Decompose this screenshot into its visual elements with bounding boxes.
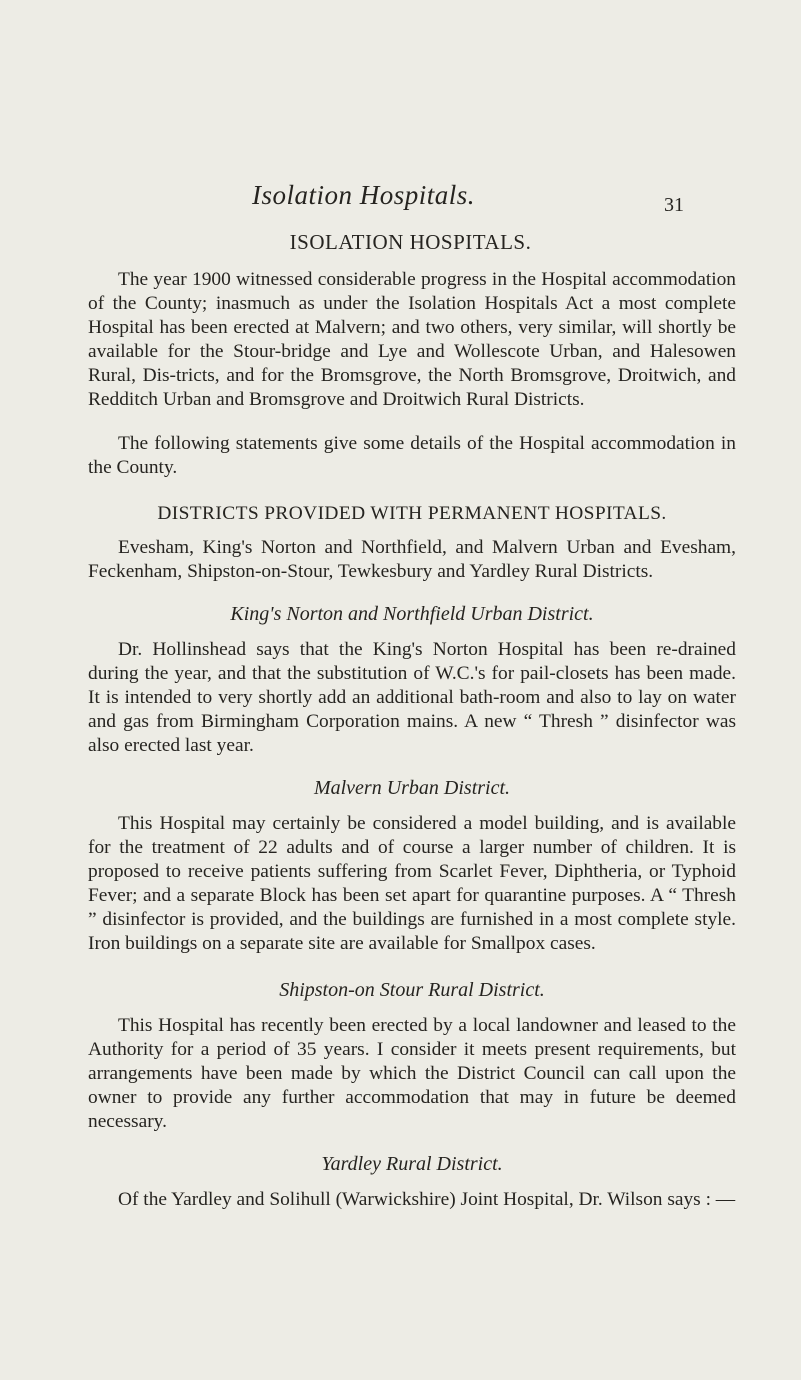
- yardley-paragraph: Of the Yardley and Solihull (Warwickshire) Joint Hospital, Dr. Wilson says : —: [118, 1189, 736, 1210]
- districts-list-paragraph: Evesham, King's Norton and Northfield, and Malvern Urban and Evesham, Feckenham, Shipston-on-Stour, Tewkesbury and Yardley Rural Districts.: [88, 537, 736, 582]
- kings-norton-paragraph: Dr. Hollinshead says that the King's Norton Hospital has been re-drained during the year, and that the substitution of W.C.'s for pail-closets has been made. It is intended to very shortly add an additional bath-room and also to lay on water and gas from Birmingham Corporation mains. A new “ Thresh ” disinfector was also erected last year.: [88, 639, 736, 756]
- kings-norton-heading: King's Norton and Northfield Urban District.: [230, 603, 594, 625]
- page-header: [0, 180, 801, 220]
- following-paragraph: The following statements give some details of the Hospital accommodation in the County.: [88, 433, 736, 478]
- section-title: ISOLATION HOSPITALS.: [289, 230, 532, 254]
- running-head: Isolation Hospitals.: [252, 180, 476, 210]
- malvern-heading: Malvern Urban District.: [313, 777, 511, 799]
- yardley-heading: Yardley Rural District.: [321, 1153, 503, 1175]
- page-number: 31: [664, 194, 684, 216]
- document-body: [88, 268, 736, 1212]
- shipston-heading: Shipston-on Stour Rural District.: [279, 979, 545, 1001]
- intro-paragraph: The year 1900 witnessed considerable progress in the Hospital accommodation of the County; inasmuch as under the Isolation Hospitals Act a most complete Hospital has been erected at Malvern; and two others, very similar, will shortly be available for the Stour-bridge and Lye and Wollescote Urban, and Halesowen Rural, Dis-tricts, and for the Bromsgrove, the North Bromsgrove, Droitwich, and Redditch Urban and Bromsgrove and Droitwich Rural Districts.: [88, 269, 736, 410]
- shipston-paragraph: This Hospital has recently been erected by a local landowner and leased to the Authority for a period of 35 years. I consider it meets present requirements, but arrangements have been made by which the District Council can call upon the owner to provide any further accommodation that may in future be deemed necessary.: [88, 1015, 736, 1132]
- malvern-paragraph: This Hospital may certainly be considered a model building, and is available for the treatment of 22 adults and of course a larger number of children. It is proposed to receive patients suffering from Scarlet Fever, Diphtheria, or Typhoid Fever; and a separate Block has been set apart for quarantine purposes. A “ Thresh ” disinfector is provided, and the buildings are furnished in a most complete style. Iron buildings on a separate site are available for Smallpox cases.: [88, 813, 736, 954]
- districts-heading: DISTRICTS PROVIDED WITH PERMANENT HOSPITALS.: [157, 503, 667, 524]
